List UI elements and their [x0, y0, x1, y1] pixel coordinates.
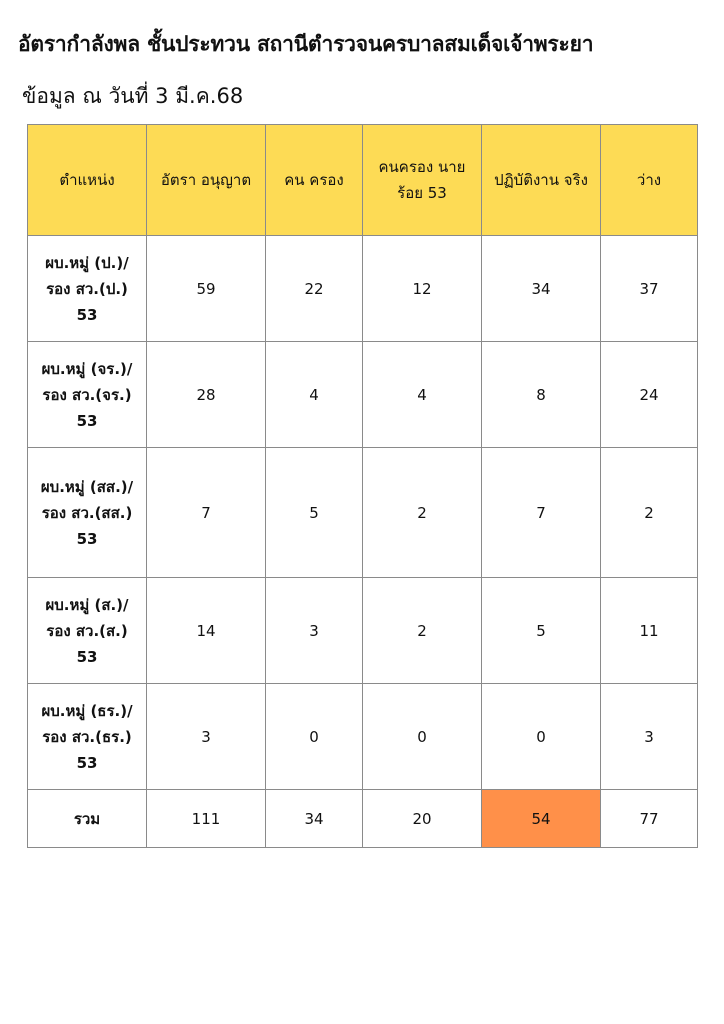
position-cell: ผบ.หมู่ (ธร.)/รอง สว.(ธร.) 53 [28, 684, 147, 790]
actual-duty-cell: 7 [482, 448, 601, 578]
authorized-cell: 7 [147, 448, 266, 578]
occupied-officer-cell: 4 [363, 342, 482, 448]
position-cell: ผบ.หมู่ (ส.)/รอง สว.(ส.) 53 [28, 578, 147, 684]
total-vacant-cell: 77 [601, 790, 698, 848]
table-row [28, 684, 698, 790]
position-cell: ผบ.หมู่ (สส.)/รอง สว.(สส.) 53 [28, 448, 147, 578]
header-occupied: คน ครอง [266, 125, 363, 236]
authorized-cell: 59 [147, 236, 266, 342]
position-cell: ผบ.หมู่ (ป.)/รอง สว.(ป.) 53 [28, 236, 147, 342]
table-row [28, 236, 698, 342]
occupied-cell: 3 [266, 578, 363, 684]
occupied-cell: 0 [266, 684, 363, 790]
vacant-cell: 37 [601, 236, 698, 342]
vacant-cell: 2 [601, 448, 698, 578]
position-cell: ผบ.หมู่ (จร.)/รอง สว.(จร.) 53 [28, 342, 147, 448]
authorized-cell: 14 [147, 578, 266, 684]
table-row [28, 342, 698, 448]
header-occupied-officer-53: คนครอง นายร้อย 53 [363, 125, 482, 236]
page-title: อัตรากำลังพล ชั้นประทวน สถานีตำรวจนครบาลสมเด็จเจ้าพระยา [18, 32, 594, 56]
header-vacant: ว่าง [601, 125, 698, 236]
total-authorized-cell: 111 [147, 790, 266, 848]
occupied-cell: 4 [266, 342, 363, 448]
total-actual-duty-cell: 54 [482, 790, 601, 848]
occupied-cell: 5 [266, 448, 363, 578]
occupied-officer-cell: 2 [363, 448, 482, 578]
vacant-cell: 11 [601, 578, 698, 684]
occupied-officer-cell: 0 [363, 684, 482, 790]
header-position: ตำแหน่ง [28, 125, 147, 236]
table-row [28, 578, 698, 684]
total-label-cell: รวม [28, 790, 147, 848]
actual-duty-cell: 8 [482, 342, 601, 448]
header-actual-duty: ปฏิบัติงาน จริง [482, 125, 601, 236]
actual-duty-cell: 5 [482, 578, 601, 684]
occupied-officer-cell: 12 [363, 236, 482, 342]
authorized-cell: 28 [147, 342, 266, 448]
total-occupied-officer-cell: 20 [363, 790, 482, 848]
vacant-cell: 3 [601, 684, 698, 790]
manpower-table [27, 124, 698, 848]
header-authorized: อัตรา อนุญาต [147, 125, 266, 236]
occupied-cell: 22 [266, 236, 363, 342]
vacant-cell: 24 [601, 342, 698, 448]
table-total-row [28, 790, 698, 848]
total-occupied-cell: 34 [266, 790, 363, 848]
actual-duty-cell: 0 [482, 684, 601, 790]
actual-duty-cell: 34 [482, 236, 601, 342]
table-header-row [28, 125, 698, 236]
data-date-subtitle: ข้อมูล ณ วันที่ 3 มี.ค.68 [22, 84, 244, 108]
authorized-cell: 3 [147, 684, 266, 790]
occupied-officer-cell: 2 [363, 578, 482, 684]
table-row [28, 448, 698, 578]
